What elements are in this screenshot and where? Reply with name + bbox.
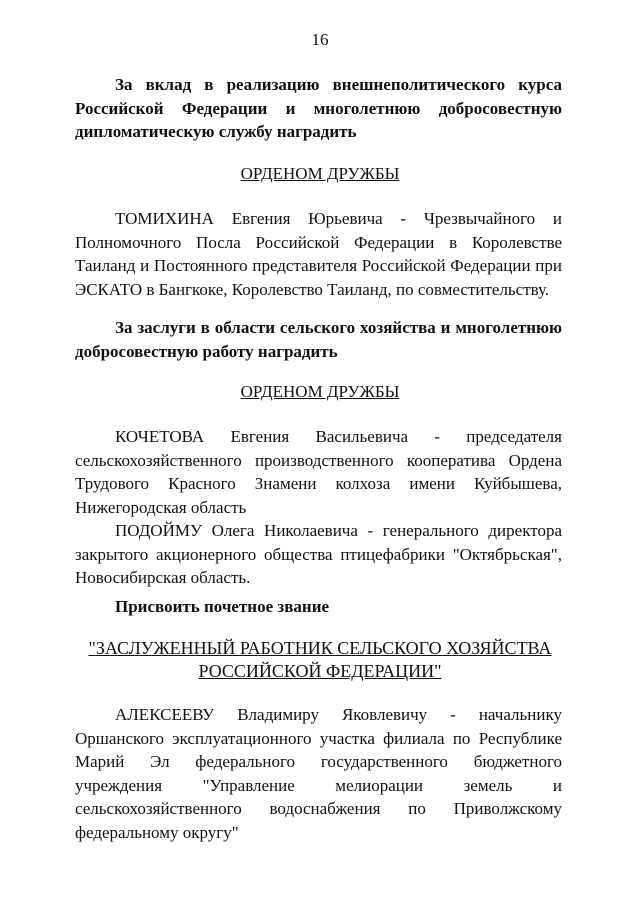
section2-recipients xyxy=(75,425,562,590)
section3-recipient: АЛЕКСЕЕВУ Владимиру Яковлевичу - начальнику Оршанского эксплуатационного участка филиала по Республике Марий Эл федерального государственного бюджетного учреждения "Управление мелиорации земель и сельскохозяйственного водоснабжения по Приволжскому федеральному округу" xyxy=(75,705,562,842)
section3-title-line1: "ЗАСЛУЖЕННЫЙ РАБОТНИК СЕЛЬСКОГО ХОЗЯЙСТВА xyxy=(88,638,552,658)
section2-award-title: ОРДЕНОМ ДРУЖБЫ xyxy=(240,382,400,401)
section3-intro: Присвоить почетное звание xyxy=(115,597,330,616)
section2-recipient-1: КОЧЕТОВА Евгения Васильевича - председателя сельскохозяйственного производственного кооператива Ордена Трудового Красного Знамени колхоза имени Куйбышева, Нижегородская область xyxy=(75,427,562,517)
section3-title xyxy=(0,637,640,683)
section1-award-title: ОРДЕНОМ ДРУЖБЫ xyxy=(240,164,400,183)
section2-intro: За заслуги в области сельского хозяйства и многолетнюю добросовестную работу наградить xyxy=(75,318,562,361)
section2-recipient-2: ПОДОЙМУ Олега Николаевича - генерального директора закрытого акционерного общества птицефабрики "Октябрьская", Новосибирская область. xyxy=(75,521,562,587)
section1-recipient: ТОМИХИНА Евгения Юрьевича - Чрезвычайного и Полномочного Посла Российской Федерации в Королевстве Таиланд и Постоянного представителя Российской Федерации при ЭСКАТО в Бангкоке, Королевство Таиланд, по совместительству. xyxy=(75,209,562,299)
page-number: 16 xyxy=(311,30,329,49)
section3-title-line2: РОССИЙСКОЙ ФЕДЕРАЦИИ" xyxy=(198,661,442,681)
section1-intro: За вклад в реализацию внешнеполитического курса Российской Федерации и многолетнюю добросовестную дипломатическую службу наградить xyxy=(75,75,562,141)
